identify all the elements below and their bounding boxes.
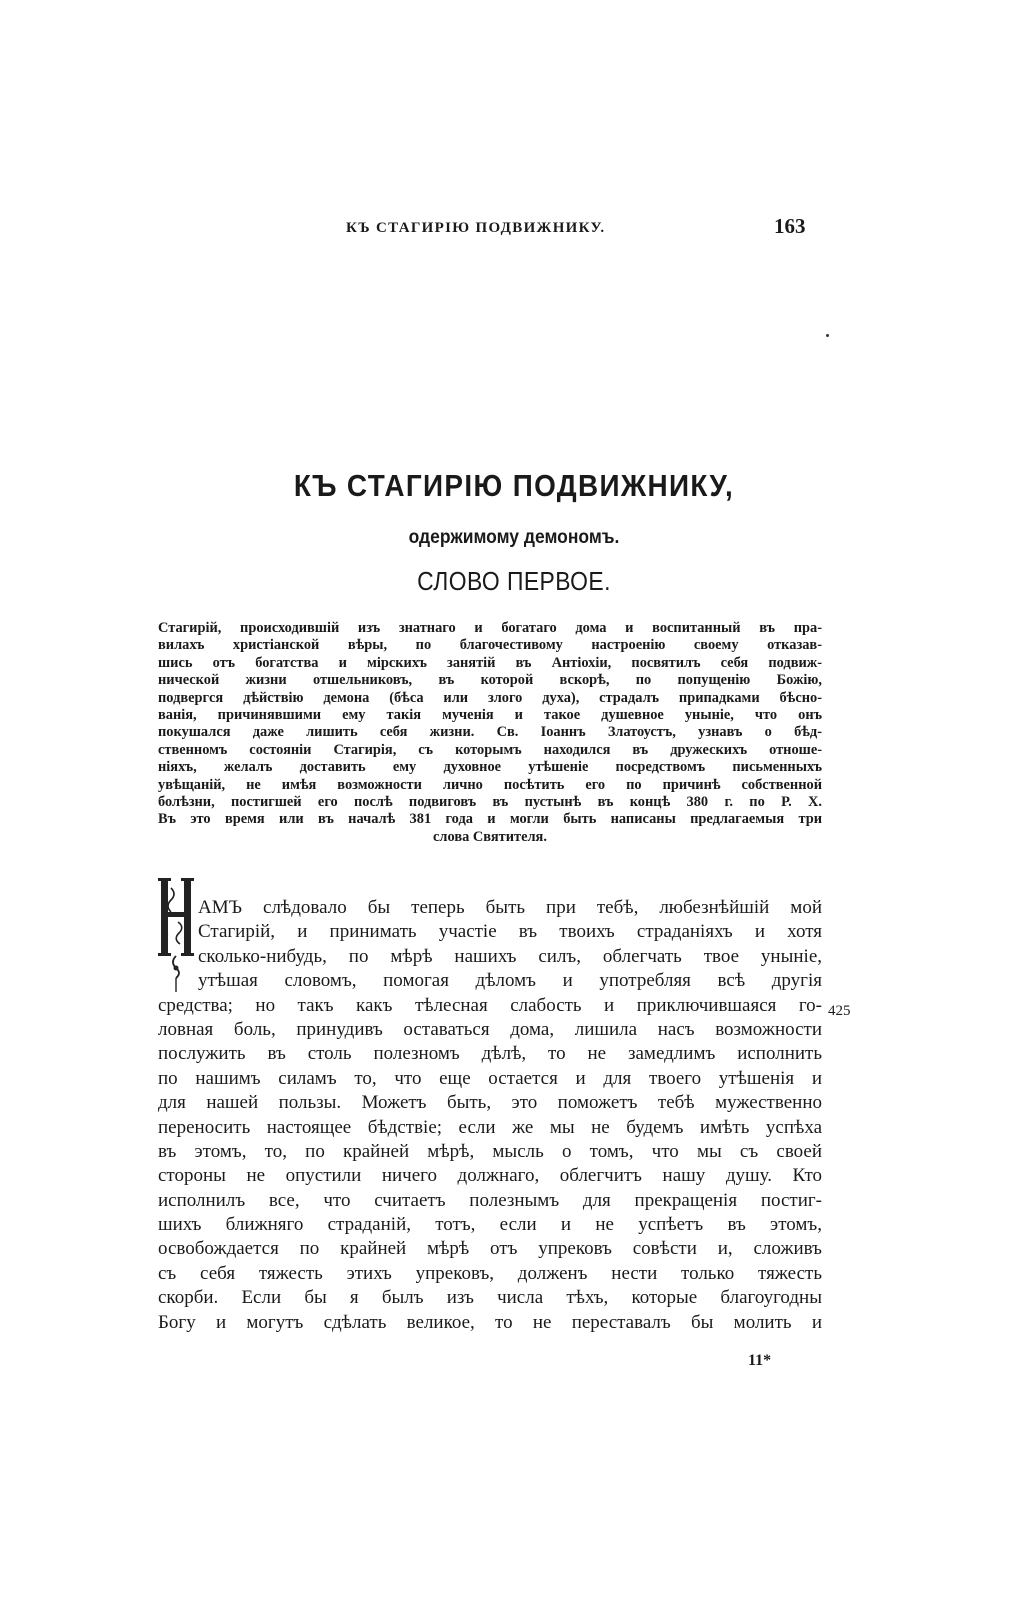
body-line: шихъ ближняго страданій, тотъ, если и не успѣетъ въ этомъ, [158, 1214, 822, 1236]
body-line: исполнилъ все, что считаетъ полезнымъ для прекращенія постиг- [158, 1189, 822, 1211]
print-speck [826, 334, 829, 337]
summary-line: подвергся дѣйствію демона (бѣса или злого духа), страдалъ припадками бѣсно- [158, 689, 822, 706]
body-line: утѣшая словомъ, помогая дѣломъ и употребляя всѣ другія [198, 970, 822, 992]
chapter-title: КЪ СТАГИРІЮ ПОДВИЖНИКУ, [293, 468, 735, 503]
body-line: АМЪ слѣдовало бы теперь быть при тебѣ, любезнѣйшій мой [198, 897, 822, 918]
margin-reference-number: 425 [828, 1003, 851, 1019]
summary-line: увѣщаній, не имѣя возможности лично посѣтить его по причинѣ собственной [158, 776, 822, 793]
signature-mark: 11* [748, 1352, 772, 1369]
summary-line: слова Святителя. [433, 828, 547, 845]
body-line: съ себя тяжесть этихъ упрековъ, долженъ нести только тяжесть [158, 1262, 822, 1284]
running-title: КЪ СТАГИРІЮ ПОДВИЖНИКУ. [346, 220, 606, 236]
body-line: для нашей пользы. Можетъ быть, это поможетъ тебѣ мужественно [158, 1092, 822, 1114]
summary-line: ванія, причинявшими ему такія мученія и такое душевное уныніе, что онъ [158, 706, 822, 723]
body-line: сколько-нибудь, по мѣрѣ нашихъ силъ, облегчать твое уныніе, [198, 945, 822, 967]
summary-line: вилахъ христіанской вѣры, по благочестивому настроенію своему отказав- [158, 637, 822, 654]
discourse-title: СЛОВО ПЕРВОЕ. [417, 566, 611, 596]
summary-line: ніяхъ, желалъ доставить ему духовное утѣшеніе посредствомъ письменныхъ [158, 759, 822, 776]
chapter-subtitle: одержимому демономъ. [408, 527, 620, 548]
body-line: Богу и могутъ сдѣлать великое, то не переставалъ бы молить и [158, 1311, 822, 1333]
body-line: скорби. Если бы я былъ изъ числа тѣхъ, которые благоугодны [158, 1287, 822, 1309]
body-line: средства; но такъ какъ тѣлесная слабость и приключившаяся го- [158, 994, 822, 1016]
body-line: переносить настоящее бѣдствіе; если же мы не будемъ имѣть успѣха [158, 1116, 822, 1138]
body-line: ловная боль, принудивъ оставаться дома, лишила насъ возможности [158, 1018, 822, 1040]
body-line: Стагирій, и принимать участіе въ твоихъ страданіяхъ и хотя [198, 921, 822, 943]
summary-line: нической жизни отшельниковъ, въ которой вскорѣ, по попущенію Божію, [158, 672, 822, 689]
running-head [0, 214, 1028, 244]
body-line: освобождается по крайней мѣрѣ отъ упрековъ совѣсти и, сложивъ [158, 1238, 822, 1260]
body-line: въ этомъ, то, по крайней мѣрѣ, мысль о томъ, что мы съ своей [158, 1140, 822, 1162]
summary-block [158, 620, 822, 846]
body-line: стороны не опустили ничего должнаго, облегчитъ нашу душу. Кто [158, 1165, 822, 1187]
page-number: 163 [774, 214, 806, 238]
body-line: послужить въ столь полезномъ дѣлѣ, то не замедлимъ исполнить [158, 1043, 822, 1065]
body-line: по нашимъ силамъ то, что еще остается и для твоего утѣшенія и [158, 1067, 822, 1089]
summary-line: Стагирій, происходившій изъ знатнаго и богатаго дома и воспитанный въ пра- [158, 620, 822, 636]
summary-line: Въ это время или въ началѣ 381 года и могли быть написаны предлагаемыя три [158, 811, 822, 828]
summary-line: болѣзни, постигшей его послѣ подвиговъ въ пустынѣ въ концѣ 380 г. по Р. Х. [158, 793, 822, 810]
body-text [158, 896, 822, 1335]
summary-line: шись отъ богатства и мірскихъ занятій въ Антіохіи, посвятилъ себя подвиж- [158, 654, 822, 671]
summary-line: покушался даже лишить себя жизни. Св. Іоаннъ Златоустъ, узнавъ о бѣд- [158, 724, 822, 741]
summary-line: ственномъ состояніи Стагирія, съ которымъ находился въ дружескихъ отноше- [158, 741, 822, 758]
